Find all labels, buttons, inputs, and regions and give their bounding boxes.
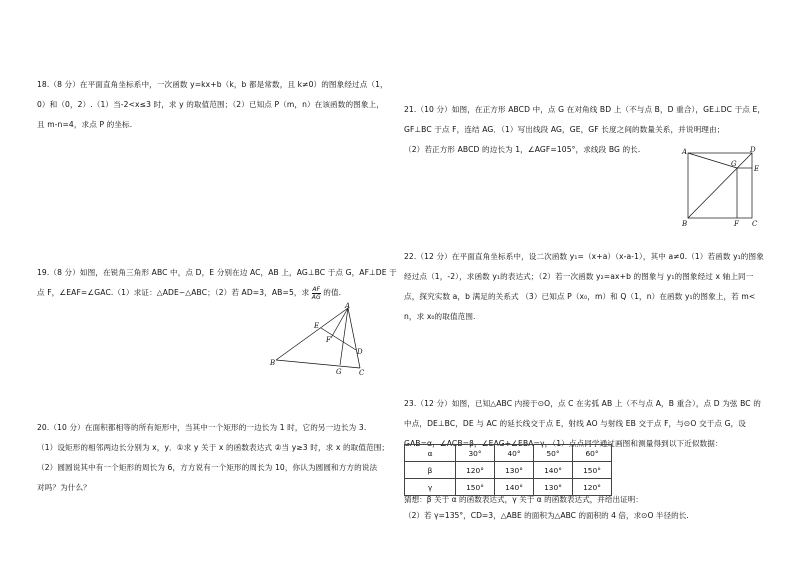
q20-line3: （2）圆圆说其中有一个矩形的周长为 6，方方说有一个矩形的周长为 10，你认为圆圆和方方的说法 xyxy=(37,463,378,472)
q21-label-C: C xyxy=(752,220,758,228)
q22-line4: n，求 x₀的取值范围. xyxy=(404,312,476,321)
q19-label-C: C xyxy=(359,369,365,376)
table-row xyxy=(405,445,612,462)
question-22 xyxy=(404,247,764,327)
q23-line3: GAB=α，∠ACB=β，∠EAG+∠EBA=γ，（1）点点同学通过画图和测量得到以下近似数据： xyxy=(404,439,723,448)
q21-square-figure xyxy=(680,146,764,230)
table-cell: 50° xyxy=(534,445,573,462)
q19-label-F: F xyxy=(326,336,331,344)
q19-line1: 19.（8 分）如图，在锐角三角形 ABC 中，点 D，E 分别在边 AC，AB 上，AG⊥BC 于点 G，AF⊥DE 于 xyxy=(37,268,397,277)
q19-line2a: 点 F，∠EAF=∠GAC.（1）求证：△ADE∽△ABC；（2）若 AD=3，AB=5，求 xyxy=(37,288,310,297)
q21-line1: 21.（10 分）如图，在正方形 ABCD 中，点 G 在对角线 BD 上（不与点 B，D 重合），GE⊥DC 于点 E， xyxy=(404,105,766,114)
q19-segment-AF xyxy=(331,308,348,338)
q19-frac-num: AF xyxy=(312,285,321,293)
q21-label-G: G xyxy=(731,160,737,168)
table-cell: 150° xyxy=(573,462,612,479)
q21-label-E: E xyxy=(754,165,760,173)
q19-line2 xyxy=(37,283,389,303)
table-cell: 130° xyxy=(495,462,534,479)
question-19 xyxy=(37,263,397,303)
q23-line2: 中点，DE⊥BC，DE 与 AC 的延长线交于点 E，射线 AO 与射线 EB 交于点 F，与⊙O 交于点 G，设 xyxy=(404,419,746,428)
q19-triangle-figure xyxy=(268,302,374,376)
table-cell: 130° xyxy=(534,479,573,496)
q19-label-B: B xyxy=(270,359,276,367)
table-cell: α xyxy=(405,445,456,462)
q19-fraction xyxy=(312,286,321,301)
q22-line3: 点，探究实数 a，b 满足的关系式 （3）已知点 P（x₀，m）和 Q（1，n）在函数 y₁的图象上，若 m< xyxy=(404,292,756,301)
q21-segment-AG xyxy=(688,153,737,168)
q23-data-table xyxy=(404,444,612,496)
table-cell: 40° xyxy=(495,445,534,462)
q21-label-D: D xyxy=(750,146,756,154)
q19-label-A: A xyxy=(345,302,351,310)
q22-line2: 经过点（1，-2），求函数 y₁的表达式；（2）若一次函数 y₂=ax+b 的图象与 y₁的图象经过 x 轴上同一 xyxy=(404,272,754,281)
table-cell: 120° xyxy=(573,479,612,496)
table-cell: 60° xyxy=(573,445,612,462)
table-cell: 120° xyxy=(456,462,495,479)
q21-line3: （2）若正方形 ABCD 的边长为 1，∠AGF=105°，求线段 BG 的长. xyxy=(404,145,641,154)
q19-label-E: E xyxy=(314,322,320,330)
question-18 xyxy=(37,75,389,135)
q18-line1: 18.（8 分）在平面直角坐标系中，一次函数 y=kx+b（k，b 都是常数，且 k≠0）的图象经过点（1， xyxy=(37,80,388,89)
q18-line3: 且 m-n=4，求点 P 的坐标. xyxy=(37,120,133,129)
table-cell: γ xyxy=(405,479,456,496)
q23-line5: （2）若 γ=135°，CD=3，△ABE 的面积为△ABC 的面积的 4 倍，求⊙O 半径的长. xyxy=(404,511,689,520)
q23-line4: 猜想：β 关于 α 的函数表达式，γ 关于 α 的函数表达式，并给出证明： xyxy=(404,495,643,504)
q22-line1: 22.（12 分）在平面直角坐标系中，设二次函数 y₁=（x+a）（x-a-1），其中 a≠0.（1）若函数 y₁的图象 xyxy=(404,252,764,261)
q21-line2: GF⊥BC 于点 F，连结 AG．（1）写出线段 AG，GE，GF 长度之间的数量关系，并说明理由； xyxy=(404,125,725,134)
table-cell: β xyxy=(405,462,456,479)
q19-segment-AG xyxy=(340,308,348,365)
q21-label-A: A xyxy=(682,148,688,156)
question-20 xyxy=(37,418,389,498)
q19-side-AC xyxy=(348,308,360,368)
q20-line1: 20.（10 分）在面积都相等的所有矩形中，当其中一个矩形的一边长为 1 时，它的另一边长为 3. xyxy=(37,423,367,432)
table-cell: 30° xyxy=(456,445,495,462)
q19-side-BC xyxy=(276,360,360,368)
q19-line2b: 的值. xyxy=(323,288,342,297)
q20-line4: 对吗？为什么？ xyxy=(37,483,91,492)
table-cell: 140° xyxy=(534,462,573,479)
q21-label-B: B xyxy=(682,220,688,228)
q19-label-D: D xyxy=(357,348,363,356)
q19-label-G: G xyxy=(336,368,342,376)
table-row xyxy=(405,462,612,479)
q23-line1: 23.（12 分）如图，已知△ABC 内接于⊙O，点 C 在劣弧 AB 上（不与点 A，B 重合），点 D 为弦 BC 的 xyxy=(404,399,761,408)
q20-line2: （1）设矩形的相邻两边长分别为 x，y．①求 y 关于 x 的函数表达式 ②当 y≥3 时，求 x 的取值范围； xyxy=(37,443,390,452)
q19-side-AB xyxy=(276,308,348,360)
table-cell: 150° xyxy=(456,479,495,496)
table-cell: 140° xyxy=(495,479,534,496)
q19-frac-den: AG xyxy=(311,293,321,301)
q21-label-F: F xyxy=(734,220,739,228)
q18-line2: 0）和（0，2）.（1）当-2<x≤3 时，求 y 的取值范围；（2）已知点 P（m，n）在该函数的图象上， xyxy=(37,100,384,109)
